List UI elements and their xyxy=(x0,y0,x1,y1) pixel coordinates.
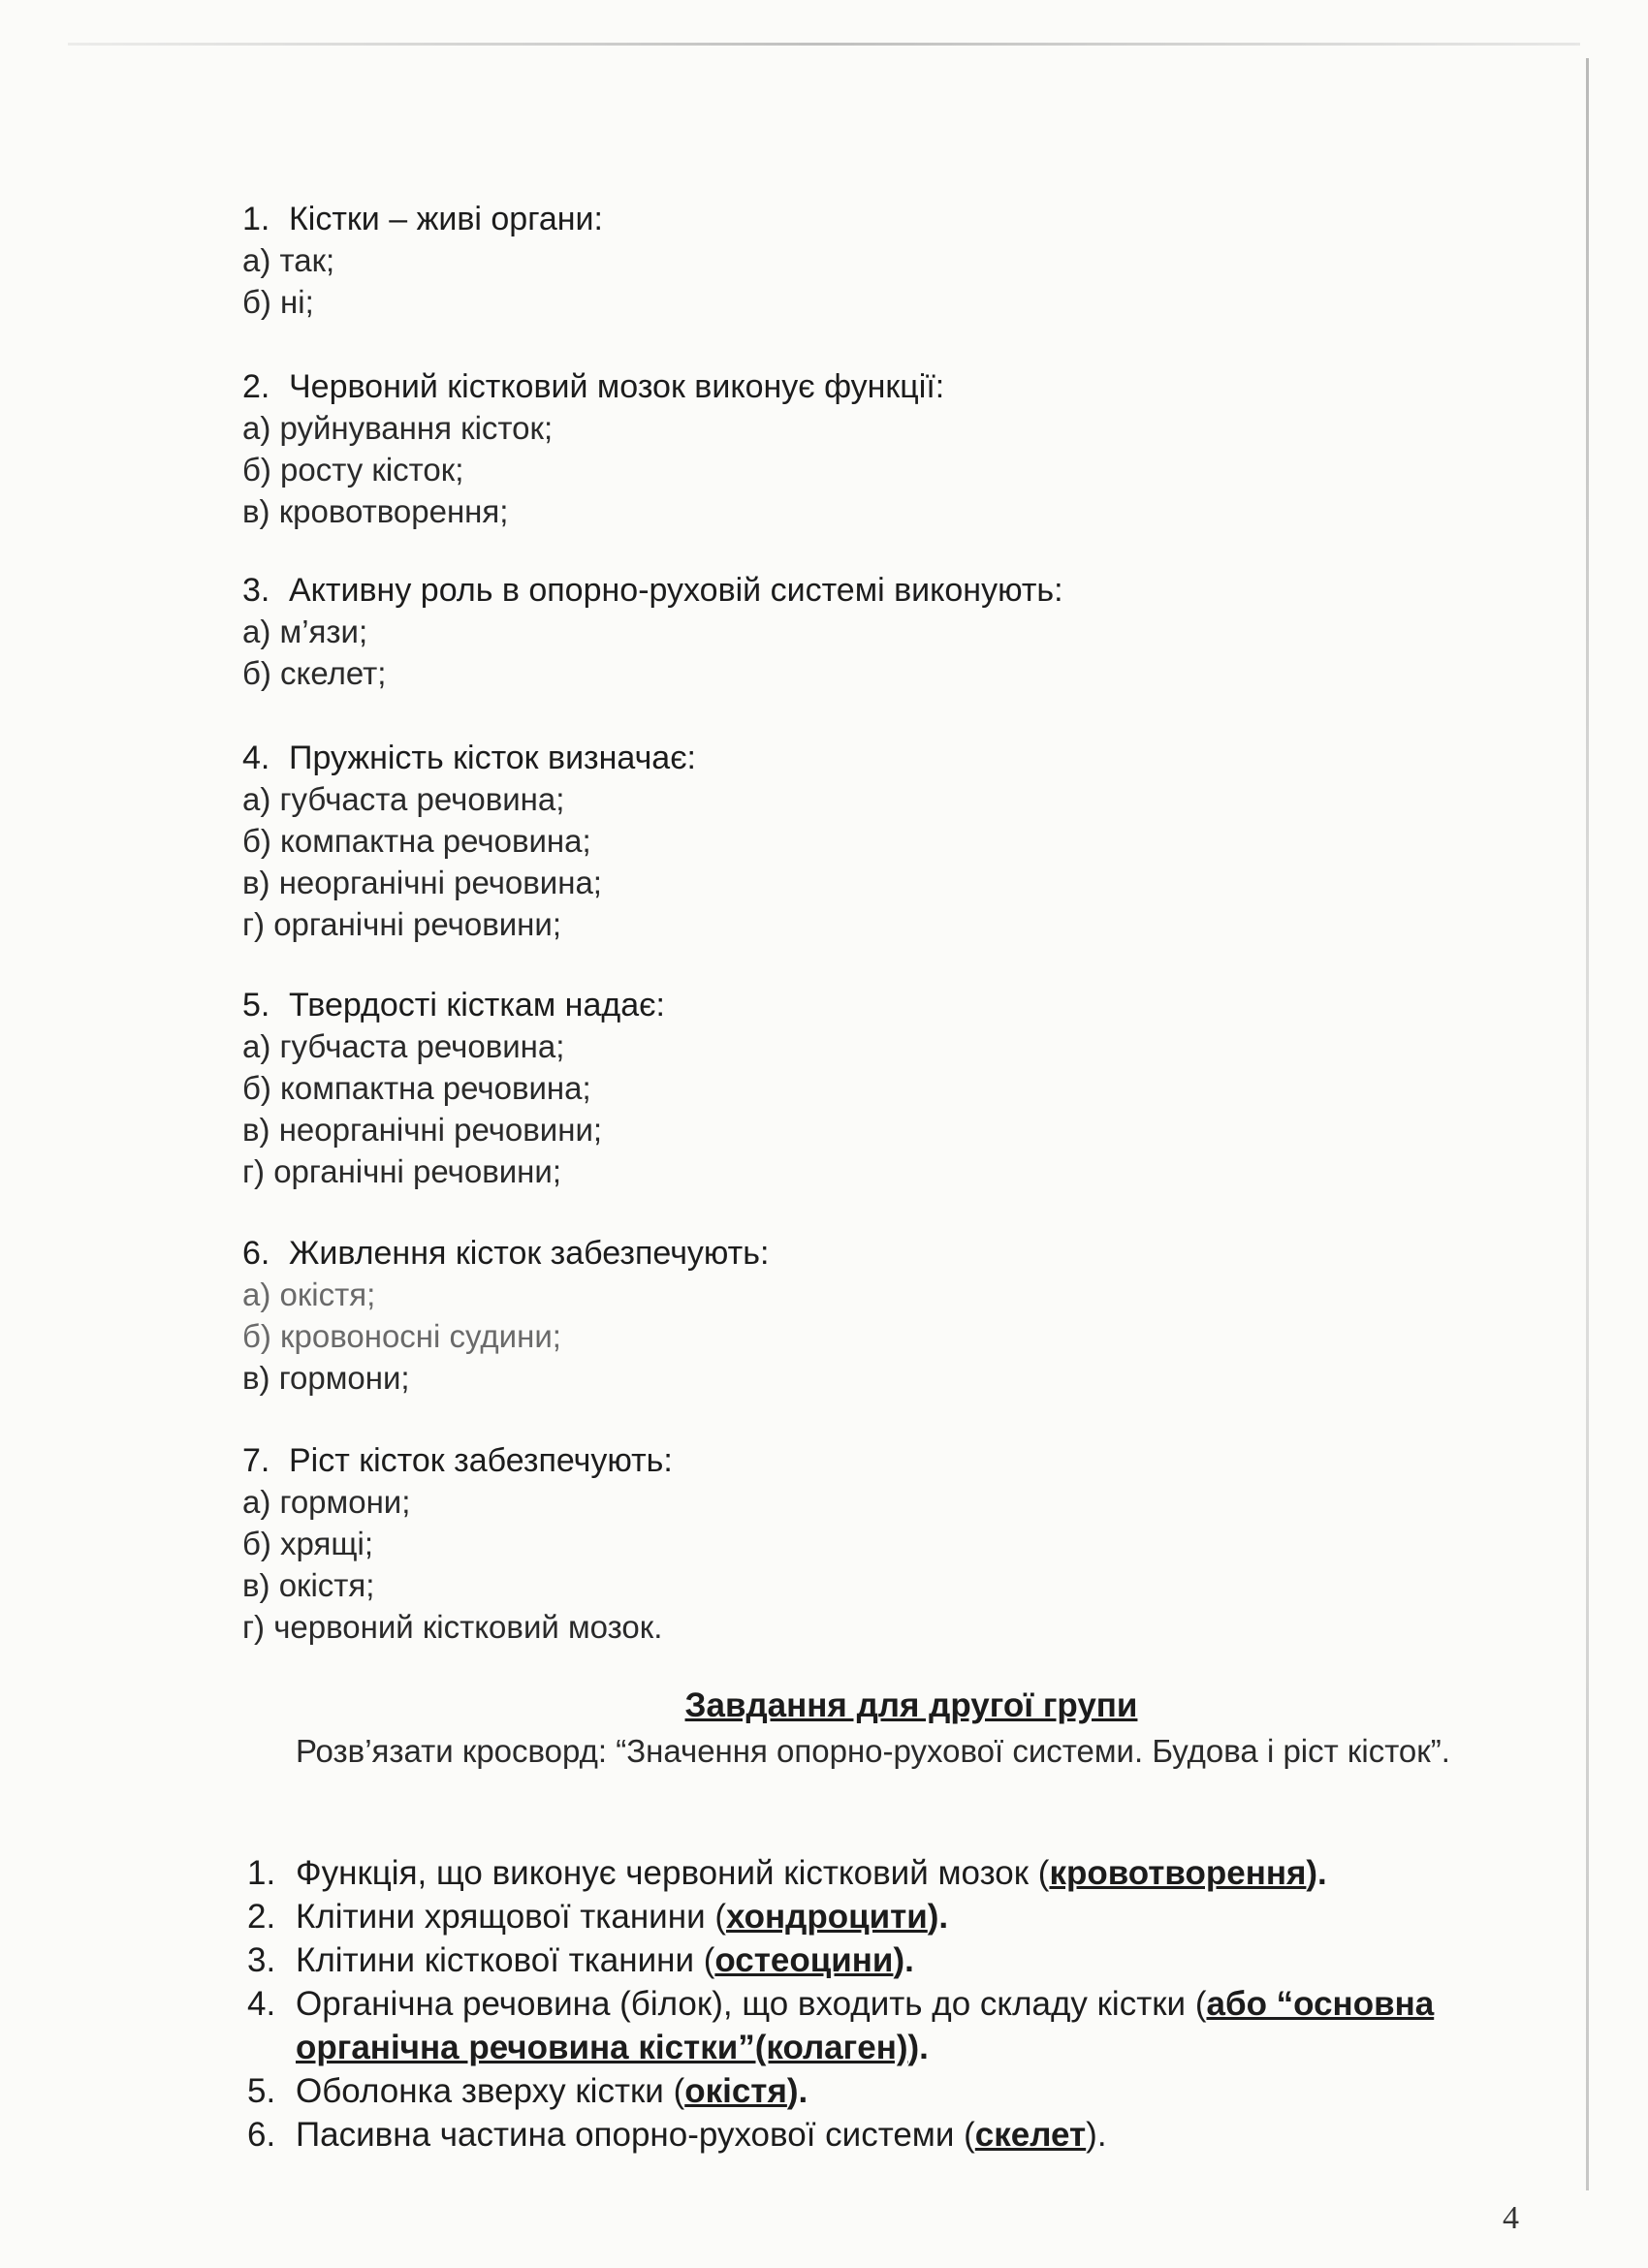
crossword-item: 2. Клітини хрящової тканини (хондроцити). xyxy=(247,1898,949,1936)
option: в) неорганічні речовини; xyxy=(242,1112,603,1148)
option: в) неорганічні речовина; xyxy=(242,865,602,900)
option: в) окістя; xyxy=(242,1567,375,1603)
question-title: 3. Активну роль в опорно-руховій системі виконують: xyxy=(242,572,1063,609)
option: г) органічні речовини; xyxy=(242,1153,561,1189)
crossword-item: 1. Функція, що виконує червоний кістковий мозок (кровотворення). xyxy=(247,1854,1327,1892)
crossword-list xyxy=(247,1851,1469,2157)
crossword-item: 6. Пасивна частина опорно-рухової системи (скелет). xyxy=(247,2116,1107,2154)
option: г) червоний кістковий мозок. xyxy=(242,1609,663,1645)
question-title: 5. Твердості кісткам надає: xyxy=(242,987,665,1024)
question-5 xyxy=(242,985,665,1192)
crossword-answer: окістя xyxy=(684,2072,787,2110)
question-title: 7. Ріст кісток забезпечують: xyxy=(242,1442,673,1479)
option: а) окістя; xyxy=(242,1276,376,1312)
crossword-answer: скелет xyxy=(974,2116,1087,2154)
task-intro: Розв’язати кросворд: “Значення опорно-рухової системи. Будова і ріст кісток”. xyxy=(296,1733,1450,1769)
page-number: 4 xyxy=(1503,2200,1519,2236)
option: а) губчаста речовина; xyxy=(242,781,565,817)
option: б) кровоносні судини; xyxy=(242,1318,561,1354)
question-7 xyxy=(242,1440,673,1648)
question-title: 4. Пружність кісток визначає: xyxy=(242,740,697,776)
option: в) гормони; xyxy=(242,1360,410,1396)
option: б) компактна речовина; xyxy=(242,1070,591,1106)
crossword-item: 3. Клітини кісткової тканини (остеоцини). xyxy=(247,1941,914,1979)
section-title: Завдання для другої групи xyxy=(684,1686,1138,1724)
question-title: 1. Кістки – живі органи: xyxy=(242,201,603,237)
option: в) кровотворення; xyxy=(242,493,509,529)
question-title: 6. Живлення кісток забезпечують: xyxy=(242,1235,770,1272)
option: а) так; xyxy=(242,242,335,278)
question-1 xyxy=(242,199,603,323)
option: а) м’язи; xyxy=(242,614,368,649)
option: б) росту кісток; xyxy=(242,452,464,488)
option: а) руйнування кісток; xyxy=(242,410,554,446)
crossword-answer: хондроцити xyxy=(726,1898,928,1936)
crossword-answer: остеоцини xyxy=(714,1941,894,1979)
question-6 xyxy=(242,1233,769,1399)
crossword-answer: кровотворення xyxy=(1049,1854,1307,1892)
question-4 xyxy=(242,738,696,945)
option: б) скелет; xyxy=(242,655,387,691)
option: б) ні; xyxy=(242,284,314,320)
crossword-item: 5. Оболонка зверху кістки (окістя). xyxy=(247,2072,808,2110)
option: г) органічні речовини; xyxy=(242,906,561,942)
crossword-item: 4. Органічна речовина (білок), що входить до складу кістки (або “основна органічна речовина кістки”(колаген)). xyxy=(247,1985,1435,2066)
question-title: 2. Червоний кістковий мозок виконує функції: xyxy=(242,368,945,405)
question-2 xyxy=(242,366,944,532)
option: а) гормони; xyxy=(242,1484,411,1520)
option: а) губчаста речовина; xyxy=(242,1028,565,1064)
question-3 xyxy=(242,570,1063,694)
option: б) хрящі; xyxy=(242,1526,374,1561)
option: б) компактна речовина; xyxy=(242,823,591,859)
crossword-answer: або “основна органічна речовина кістки”(колаген) xyxy=(296,1985,1435,2066)
